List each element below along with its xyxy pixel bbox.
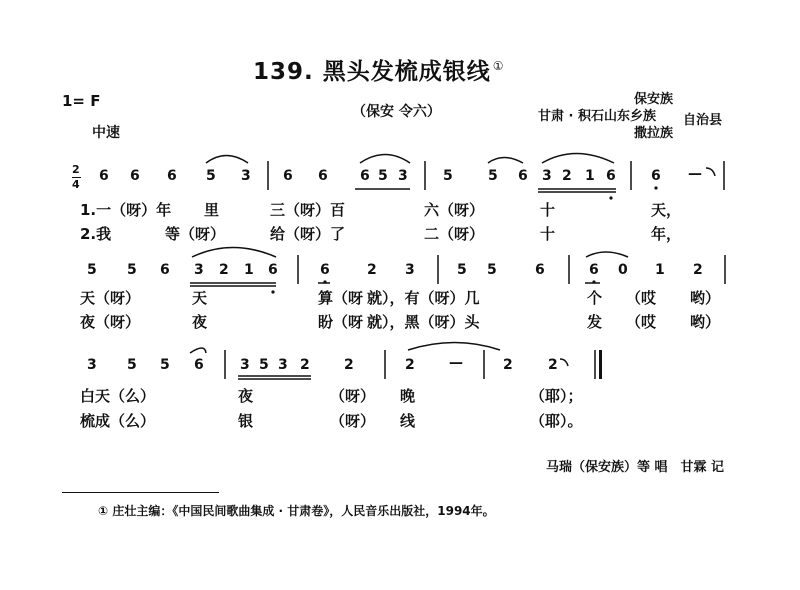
note: 6	[283, 168, 293, 184]
note: 5	[488, 168, 498, 184]
lyric-line1: 三（呀）百	[270, 201, 346, 219]
note: 3	[241, 168, 251, 184]
lyric-line2: （呀）	[330, 412, 376, 430]
lyric-line2: 给（呀）了	[270, 225, 346, 243]
note: 2	[405, 357, 415, 373]
slur	[360, 155, 410, 164]
lyric-line1: 哟）	[690, 289, 721, 307]
note: 5	[487, 262, 497, 278]
note: 2	[219, 262, 229, 278]
lyric-line1: 六（呀）	[424, 201, 485, 219]
note: 2	[344, 357, 354, 373]
note: 2	[548, 357, 558, 373]
lyric-line2: 就），黑（呀）头	[367, 313, 480, 331]
octave-dot	[323, 280, 326, 283]
note: 2	[300, 357, 310, 373]
slur	[408, 343, 500, 351]
note: 5	[206, 168, 216, 184]
note: 6	[268, 262, 278, 278]
note: 5	[259, 357, 269, 373]
lyric-line1: 1.一（呀）年	[80, 201, 172, 219]
lyric-line2: 哟）	[690, 313, 721, 331]
slur	[190, 348, 206, 353]
octave-dot	[271, 290, 274, 293]
lyric-line2: （哎	[626, 313, 657, 331]
note: 3	[405, 262, 415, 278]
note: 6	[167, 168, 177, 184]
tie-hook	[706, 168, 715, 176]
lyric-line2: 二（呀）	[424, 225, 485, 243]
octave-dot	[654, 186, 657, 189]
note: 0	[618, 262, 628, 278]
note: 1	[655, 262, 665, 278]
note: 2	[693, 262, 703, 278]
note: 6	[99, 168, 109, 184]
note: 2	[503, 357, 513, 373]
note: 3	[240, 357, 250, 373]
dash: —	[449, 355, 463, 371]
note: 3	[278, 357, 288, 373]
slur	[586, 252, 628, 257]
note: 3	[398, 168, 408, 184]
source-ethnicity-2: 撒拉族	[634, 126, 674, 141]
lyric-line2: 年，	[651, 225, 682, 243]
source-region-suffix: 自治县	[683, 113, 723, 128]
lyric-line1: 晚	[400, 387, 416, 405]
song-title: 139. 黑头发梳成银线 ①	[253, 59, 505, 85]
note: 2	[562, 168, 572, 184]
time-signature-top: 2	[72, 163, 80, 176]
note: 5	[160, 357, 170, 373]
slur	[192, 248, 276, 258]
lyric-line1: （哎	[626, 289, 657, 307]
note: 6	[589, 262, 599, 278]
lyric-line2: 发	[587, 313, 603, 331]
note: 6	[318, 168, 328, 184]
final-bar-thick	[599, 350, 602, 379]
key-signature: 1= F	[62, 92, 101, 110]
note: 3	[194, 262, 204, 278]
slur	[206, 156, 248, 164]
lyric-line1: 夜	[238, 387, 254, 405]
tie-hook	[560, 359, 568, 366]
lyric-line1: 十	[540, 201, 556, 219]
lyric-line2: 夜	[192, 313, 208, 331]
time-signature-bottom: 4	[72, 178, 80, 191]
slur	[488, 158, 523, 164]
lyric-line1: 就），有（呀）几	[367, 289, 480, 307]
note: 6	[194, 357, 204, 373]
lyric-line2: 梳成（么）	[80, 412, 156, 430]
lyric-line2: 十	[540, 225, 556, 243]
note: 6	[518, 168, 528, 184]
octave-dot	[592, 280, 595, 283]
note: 5	[127, 262, 137, 278]
note: 3	[542, 168, 552, 184]
lyric-line1: 天，	[651, 201, 682, 219]
note: 6	[160, 262, 170, 278]
source-region: 甘肃 · 积石山东乡族	[538, 109, 656, 124]
lyric-line1: 白天（么）	[80, 387, 156, 405]
note: 6	[360, 168, 370, 184]
lyric-line1: 天（呀）	[80, 289, 141, 307]
dash: —	[688, 166, 702, 182]
lyric-line1: 里	[204, 201, 220, 219]
lyric-line1: 个	[587, 289, 603, 307]
note: 6	[651, 168, 661, 184]
note: 5	[87, 262, 97, 278]
lyric-line1: 算（呀	[318, 289, 364, 307]
lyric-line1: 天	[192, 289, 208, 307]
note: 6	[535, 262, 545, 278]
lyric-line2: 银	[238, 412, 254, 430]
slur	[542, 154, 614, 164]
note: 5	[378, 168, 388, 184]
note: 3	[87, 357, 97, 373]
song-subtitle: （保安 令六）	[352, 104, 441, 120]
lyric-line1: （呀）	[330, 387, 376, 405]
note: 5	[457, 262, 467, 278]
note: 5	[127, 357, 137, 373]
lyric-line2: 盼（呀	[318, 313, 364, 331]
lyric-line2: 夜（呀）	[80, 313, 141, 331]
lyric-line2: （耶）。	[530, 412, 583, 430]
note: 5	[443, 168, 453, 184]
note: 1	[585, 168, 595, 184]
performer-credit: 马瑞（保安族）等 唱 甘霖 记	[545, 460, 724, 475]
tempo-marking: 中速	[92, 125, 120, 141]
note: 2	[367, 262, 377, 278]
lyric-line2: 2.我	[80, 225, 112, 243]
note: 6	[320, 262, 330, 278]
lyric-line2: 线	[400, 412, 416, 430]
note: 1	[244, 262, 254, 278]
footnote-mark: ①	[492, 59, 505, 74]
note: 6	[130, 168, 140, 184]
source-ethnicity-1: 保安族	[634, 92, 674, 107]
note: 6	[606, 168, 616, 184]
octave-dot	[609, 196, 612, 199]
lyric-line1: （耶）；	[530, 387, 583, 405]
footnote: ① 庄壮主编：《中国民间歌曲集成 · 甘肃卷》，人民音乐出版社，1994年。	[98, 504, 495, 518]
lyric-line2: 等（呀）	[165, 225, 226, 243]
